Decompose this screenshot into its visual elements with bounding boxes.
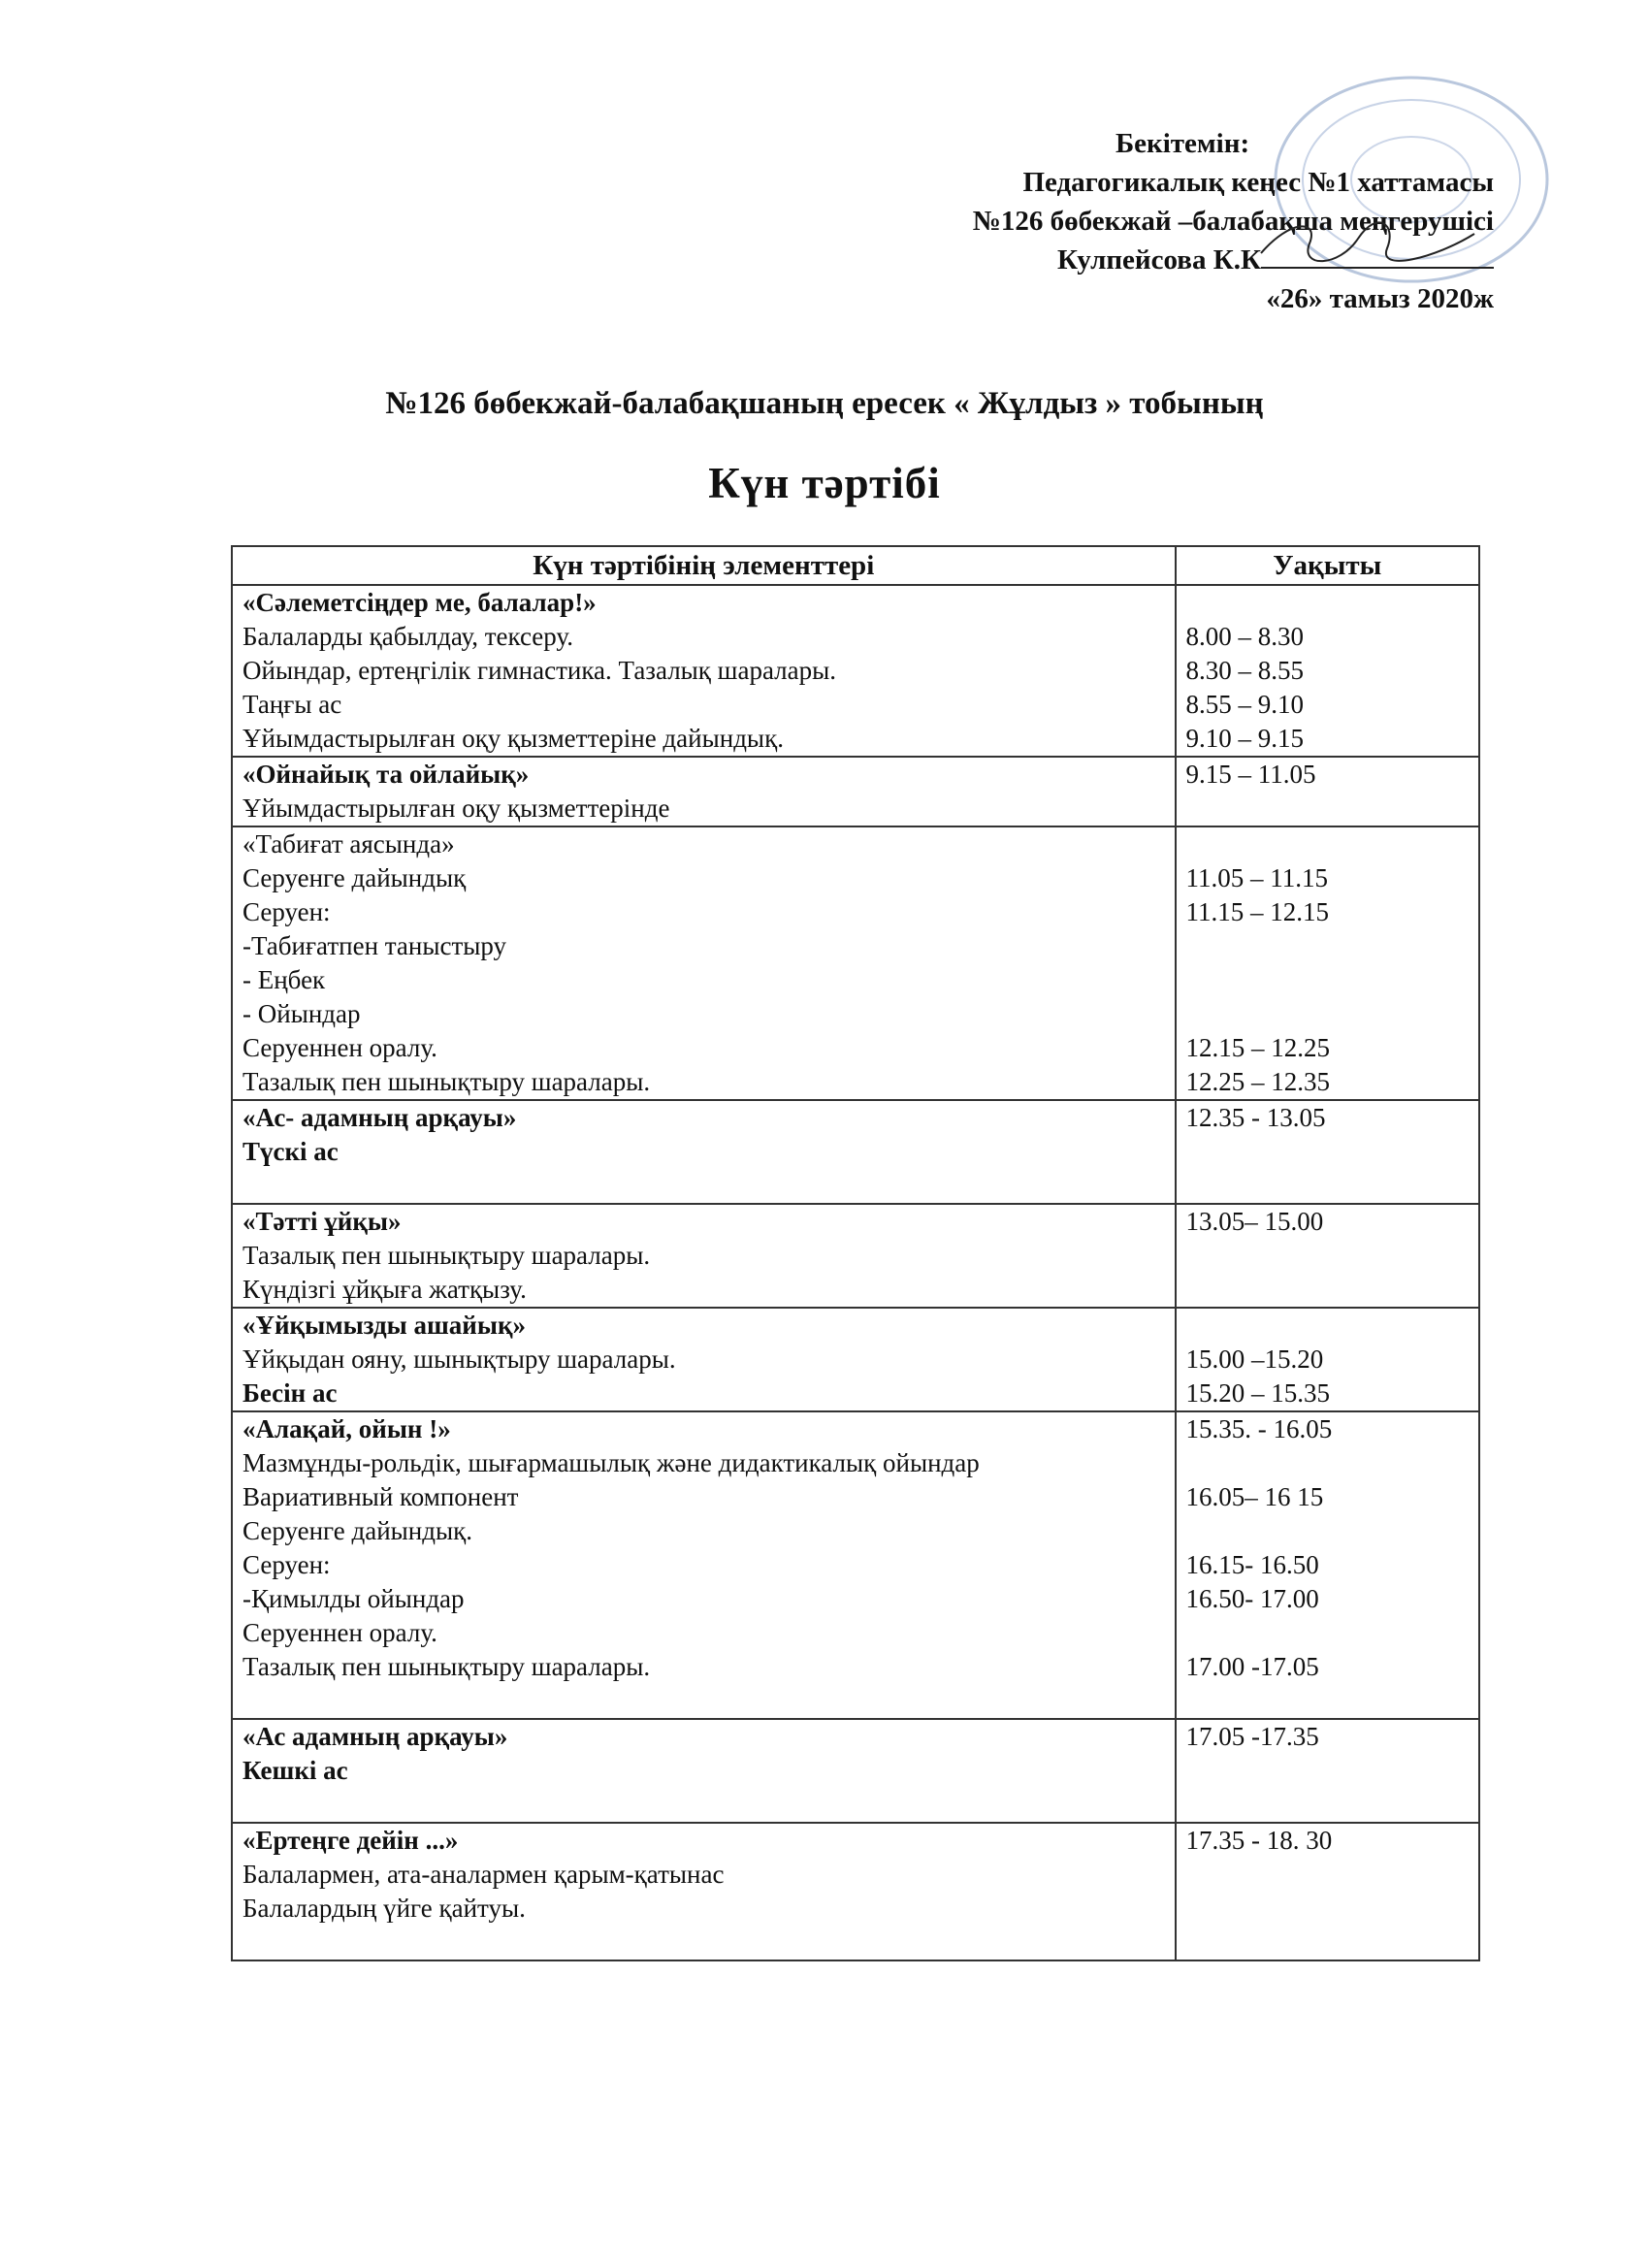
time-cell xyxy=(1176,1100,1479,1204)
time-text: 16.05– 16 15 xyxy=(1185,1482,1324,1511)
schedule-body xyxy=(232,585,1479,1960)
time-text xyxy=(1186,1273,1474,1307)
schedule-table xyxy=(231,545,1480,1961)
head-name: Кулпейсова К.К xyxy=(1056,244,1261,275)
time-text xyxy=(1186,1135,1474,1169)
activity-text: Балаларды қабылдау, тексеру. xyxy=(242,622,573,651)
activity-text: Балалармен, ата-аналармен қарым-қатынас xyxy=(242,1860,725,1889)
activity-text: Тазалық пен шынықтыру шаралары. xyxy=(242,1067,651,1096)
activity-text: Бесін ас xyxy=(242,1378,338,1408)
activity-text: Серуен: xyxy=(242,1550,331,1579)
activity-text: Ұйқыдан ояну, шынықтыру шаралары. xyxy=(242,1345,676,1374)
approval-label: Бекітемін: xyxy=(1116,128,1250,159)
time-text xyxy=(1186,827,1474,861)
time-text: 15.20 – 15.35 xyxy=(1185,1378,1331,1408)
activity-text: Ұйымдастырылған оқу қызметтеріне дайындық. xyxy=(242,724,784,753)
time-text xyxy=(1186,1309,1474,1343)
council-protocol: Педагогикалық кеңес №1 хаттамасы xyxy=(1022,167,1494,198)
time-cell xyxy=(1176,1204,1479,1308)
approval-date: «26» тамыз 2020ж xyxy=(1266,283,1494,314)
activity-text: Серуенге дайындық. xyxy=(242,1516,473,1545)
activity-text: Таңғы ас xyxy=(242,690,342,719)
time-text xyxy=(1186,792,1474,826)
time-text: 11.05 – 11.15 xyxy=(1185,863,1329,892)
signature-icon xyxy=(1251,214,1494,273)
time-text: 12.15 – 12.25 xyxy=(1185,1033,1331,1062)
table-row xyxy=(232,1204,1479,1308)
activity-cell xyxy=(232,826,1176,1100)
time-cell xyxy=(1176,585,1479,757)
time-text: 16.15- 16.50 xyxy=(1185,1550,1319,1579)
time-cell xyxy=(1176,757,1479,826)
time-cell xyxy=(1176,826,1479,1100)
time-cell xyxy=(1176,1411,1479,1719)
activity-text: Ойындар, ертеңгілік гимнастика. Тазалық шаралары. xyxy=(242,656,837,685)
time-text xyxy=(1186,1858,1474,1892)
activity-cell xyxy=(232,1719,1176,1823)
activity-text: - Еңбек xyxy=(242,965,326,994)
activity-text: Серуенге дайындық xyxy=(242,863,467,892)
activity-cell xyxy=(232,585,1176,757)
document-heading: №126 бөбекжай-балабақшаның ересек « Жұлдыз » тобының xyxy=(385,386,1264,421)
activity-text: «Сәлеметсіңдер ме, балалар!» xyxy=(242,588,597,617)
activity-cell xyxy=(232,1308,1176,1411)
time-cell xyxy=(1176,1823,1479,1960)
activity-text xyxy=(242,1684,1171,1718)
activity-text: Түскі ас xyxy=(242,1137,339,1166)
table-row xyxy=(232,1100,1479,1204)
time-text xyxy=(1186,997,1474,1031)
activity-text xyxy=(242,1926,1171,1960)
table-row xyxy=(232,585,1479,757)
head-position: №126 бөбекжай –балабақша меңгерушісі xyxy=(972,206,1494,237)
time-text: 9.10 – 9.15 xyxy=(1185,724,1305,753)
activity-text: Тазалық пен шынықтыру шаралары. xyxy=(242,1652,651,1681)
table-header-row xyxy=(232,546,1479,585)
time-text xyxy=(1186,586,1474,620)
time-text xyxy=(1186,1926,1474,1960)
activity-cell xyxy=(232,1100,1176,1204)
time-text: 12.35 - 13.05 xyxy=(1185,1103,1326,1132)
activity-cell xyxy=(232,1823,1176,1960)
activity-text xyxy=(242,1169,1171,1203)
time-text: 13.05– 15.00 xyxy=(1185,1207,1324,1236)
activity-text: «Ойнайық та ойлайық» xyxy=(242,760,530,789)
time-text xyxy=(1186,1892,1474,1926)
activity-text: «Тәтті ұйқы» xyxy=(242,1207,402,1236)
activity-text: «Ертеңге дейін ...» xyxy=(242,1826,459,1855)
table-row xyxy=(232,1308,1479,1411)
time-text: 17.05 -17.35 xyxy=(1185,1722,1319,1751)
table-row xyxy=(232,1411,1479,1719)
time-text xyxy=(1186,963,1474,997)
time-text: 8.00 – 8.30 xyxy=(1185,622,1305,651)
signature-line xyxy=(757,241,1494,279)
activity-text: -Табиғатпен таныстыру xyxy=(242,931,507,960)
activity-text: Серуеннен оралу. xyxy=(242,1033,437,1062)
activity-text: Серуен: xyxy=(242,897,331,926)
time-text xyxy=(1186,1754,1474,1788)
approval-block xyxy=(757,124,1494,318)
time-cell xyxy=(1176,1308,1479,1411)
time-text: 15.00 –15.20 xyxy=(1185,1345,1324,1374)
time-text xyxy=(1186,1169,1474,1203)
table-row xyxy=(232,757,1479,826)
time-text: 8.30 – 8.55 xyxy=(1185,656,1305,685)
table-row xyxy=(232,1719,1479,1823)
activity-text: «Ұйқымызды ашайық» xyxy=(242,1311,527,1340)
activity-text: Кешкі ас xyxy=(242,1756,348,1785)
time-text: 9.15 – 11.05 xyxy=(1185,760,1316,789)
time-text: 8.55 – 9.10 xyxy=(1185,690,1305,719)
time-text xyxy=(1186,929,1474,963)
activity-text: Тазалық пен шынықтыру шаралары. xyxy=(242,1241,651,1270)
activity-text: «Табиғат аясында» xyxy=(242,829,455,859)
activity-text: Балалардың үйге қайтуы. xyxy=(242,1894,526,1923)
activity-text xyxy=(242,1788,1171,1822)
time-text: 15.35. - 16.05 xyxy=(1185,1414,1333,1443)
activity-text: Ұйымдастырылған оқу қызметтерінде xyxy=(242,794,670,823)
activity-text: Күндізгі ұйқыға жатқызу. xyxy=(242,1275,527,1304)
activity-text: -Қимылды ойындар xyxy=(242,1584,465,1613)
time-cell xyxy=(1176,1719,1479,1823)
activity-text: «Ас- адамның арқауы» xyxy=(242,1103,517,1132)
time-text: 12.25 – 12.35 xyxy=(1185,1067,1331,1096)
table-row xyxy=(232,1823,1479,1960)
signature xyxy=(1261,242,1494,269)
activity-cell xyxy=(232,757,1176,826)
activity-text: Серуеннен оралу. xyxy=(242,1618,437,1647)
time-text xyxy=(1186,1239,1474,1273)
document-title: Күн тәртібі xyxy=(708,459,941,507)
activity-text: «Алақай, ойын !» xyxy=(242,1414,451,1443)
time-text: 17.35 - 18. 30 xyxy=(1185,1826,1333,1855)
time-text: 11.15 – 12.15 xyxy=(1185,897,1330,926)
time-text xyxy=(1186,1684,1474,1718)
time-text xyxy=(1186,1788,1474,1822)
activity-text: - Ойындар xyxy=(242,999,361,1028)
activity-cell xyxy=(232,1204,1176,1308)
time-text xyxy=(1186,1616,1474,1650)
column-header-elements: Күн тәртібінің элементтері xyxy=(232,546,1176,585)
time-text xyxy=(1186,1446,1474,1480)
table-row xyxy=(232,826,1479,1100)
activity-cell xyxy=(232,1411,1176,1719)
time-text: 17.00 -17.05 xyxy=(1185,1652,1319,1681)
column-header-time: Уақыты xyxy=(1176,546,1479,585)
activity-text: Вариативный компонент xyxy=(242,1482,519,1511)
activity-text: Мазмұнды-рольдік, шығармашылық және дидактикалық ойындар xyxy=(242,1448,980,1477)
time-text: 16.50- 17.00 xyxy=(1185,1584,1319,1613)
activity-text: «Ас адамның арқауы» xyxy=(242,1722,508,1751)
time-text xyxy=(1186,1514,1474,1548)
